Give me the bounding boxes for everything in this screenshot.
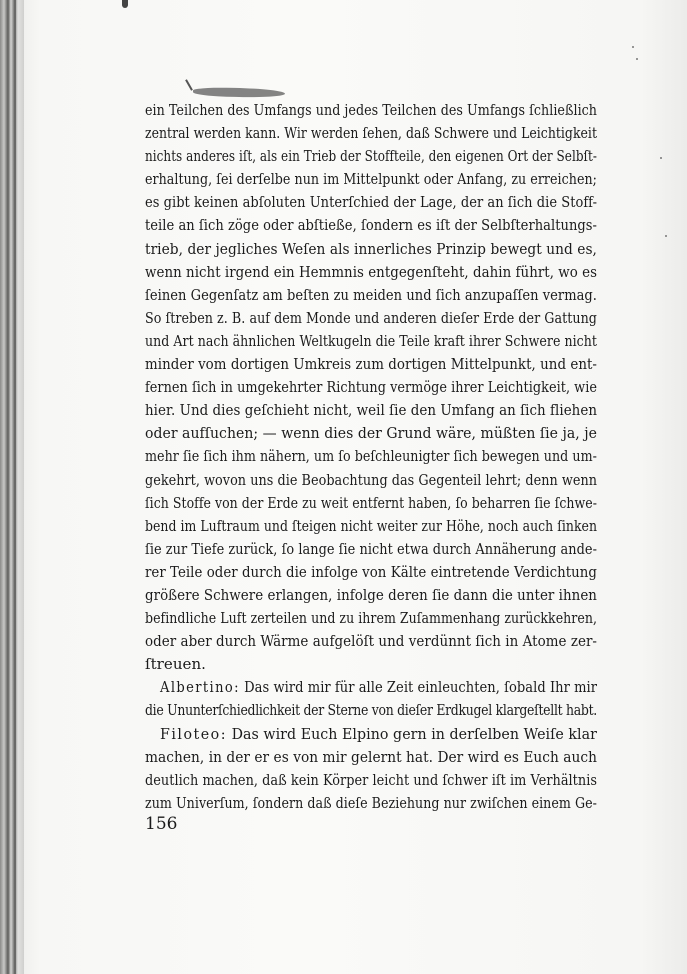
text-line: und Art nach ähnlichen Weltkugeln die Teile kraft ihrer Schwere nicht [145,331,597,350]
text-line: oder aber durch Wärme aufgelöſt und verdünnt ſich in Atome zer- [145,632,598,651]
text-line: So ſtreben z. B. auf dem Monde und anderen dieſer Erde der Gattung [145,308,597,327]
ink-smudge-tail [185,79,193,90]
text-line: rer Teile oder durch die infolge von Kälte eintretende Verdichtung [145,562,598,581]
dialogue-albertino [145,676,597,699]
text-line: mehr ſie ſich ihm nähern, um ſo beſchleunigter ſich bewegen und um- [145,447,597,466]
text-line: ſtreuen. [145,655,206,674]
dust-speck [632,46,634,48]
text-line: machen, in der er es von mir gelernt hat. Der wird es Euch auch [145,747,597,766]
page-number: 156 [145,814,178,834]
text-line: zum Univerſum, ſondern daß dieſe Beziehung nur zwiſchen einem Ge- [145,793,597,812]
scan-artifact-mark [122,0,128,8]
text-line: oder aufſuchen; — wenn dies der Grund wäre, müßten ſie ja, je [145,424,597,443]
text-line: größere Schwere erlangen, infolge deren ſie dann die unter ihnen [145,585,597,604]
text-line: hier. Und dies geſchieht nicht, weil ſie den Umfang an ſich fliehen [145,401,598,420]
dialogue-text: Das wird Euch Elpino gern in derſelben Weiſe klar [231,724,597,743]
text-line: erhaltung, ſei derſelbe nun im Mittelpunkt oder Anfang, zu erreichen; [145,170,597,189]
binding-shadow-line [14,0,16,974]
dust-speck [660,157,662,159]
text-line: befindliche Luft zerteilen und zu ihrem Zuſammenhang zurückkehren, [145,609,597,628]
text-line: ſeinen Gegenſatz am beſten zu meiden und ſich anzupaſſen vermag. [145,285,597,304]
text-line: die Ununterſchiedlichkeit der Sterne von dieſer Erdkugel klargeſtellt habt. [145,701,597,720]
text-line: teile an ſich zöge oder abſtieße, ſondern es iſt der Selbſterhaltungs- [145,216,597,235]
text-line: ſie zur Tiefe zurück, ſo lange ſie nicht etwa durch Annäherung ande- [145,539,597,558]
text-line: bend im Luftraum und ſteigen nicht weiter zur Höhe, noch auch ſinken [145,516,598,535]
text-line: ein Teilchen des Umfangs und jedes Teilchen des Umfangs ſchließlich [145,101,598,119]
text-line: deutlich machen, daß kein Körper leicht und ſchwer iſt im Verhältnis [145,770,598,789]
text-line: fernen ſich in umgekehrter Richtung vermöge ihrer Leichtigkeit, wie [145,378,597,397]
dialogue-filoteo [145,723,597,746]
text-line: minder vom dortigen Umkreis zum dortigen Mittelpunkt, und ent- [145,355,598,374]
book-binding-edge [0,0,24,974]
text-line: gekehrt, wovon uns die Beobachtung das Gegenteil lehrt; denn wenn [145,470,598,489]
speaker-name: Albertino: [160,678,240,697]
ink-smudge [193,87,285,98]
text-line: wenn nicht irgend ein Hemmnis entgegenſteht, dahin führt, wo es [145,262,598,281]
text-line: es gibt keinen abſoluten Unterſchied der Lage, der an ſich die Stoff- [145,193,598,212]
dialogue-text: Das wird mir für alle Zeit einleuchten, ſobald Ihr mir [244,678,598,697]
dust-speck [636,58,638,60]
text-line: trieb, der jegliches Weſen als innerliches Prinzip bewegt und es, [145,239,597,258]
text-line: zentral werden kann. Wir werden ſehen, daß Schwere und Leichtigkeit [145,124,598,143]
speaker-name: Filoteo: [160,724,228,743]
text-line: ſich Stoffe von der Erde zu weit entfernt haben, ſo beharren ſie ſchwe- [145,493,597,512]
text-line: nichts anderes iſt, als ein Trieb der Stoffteile, den eigenen Ort der Selbſt- [145,147,598,166]
body-text [145,99,597,815]
dust-speck [665,235,667,237]
